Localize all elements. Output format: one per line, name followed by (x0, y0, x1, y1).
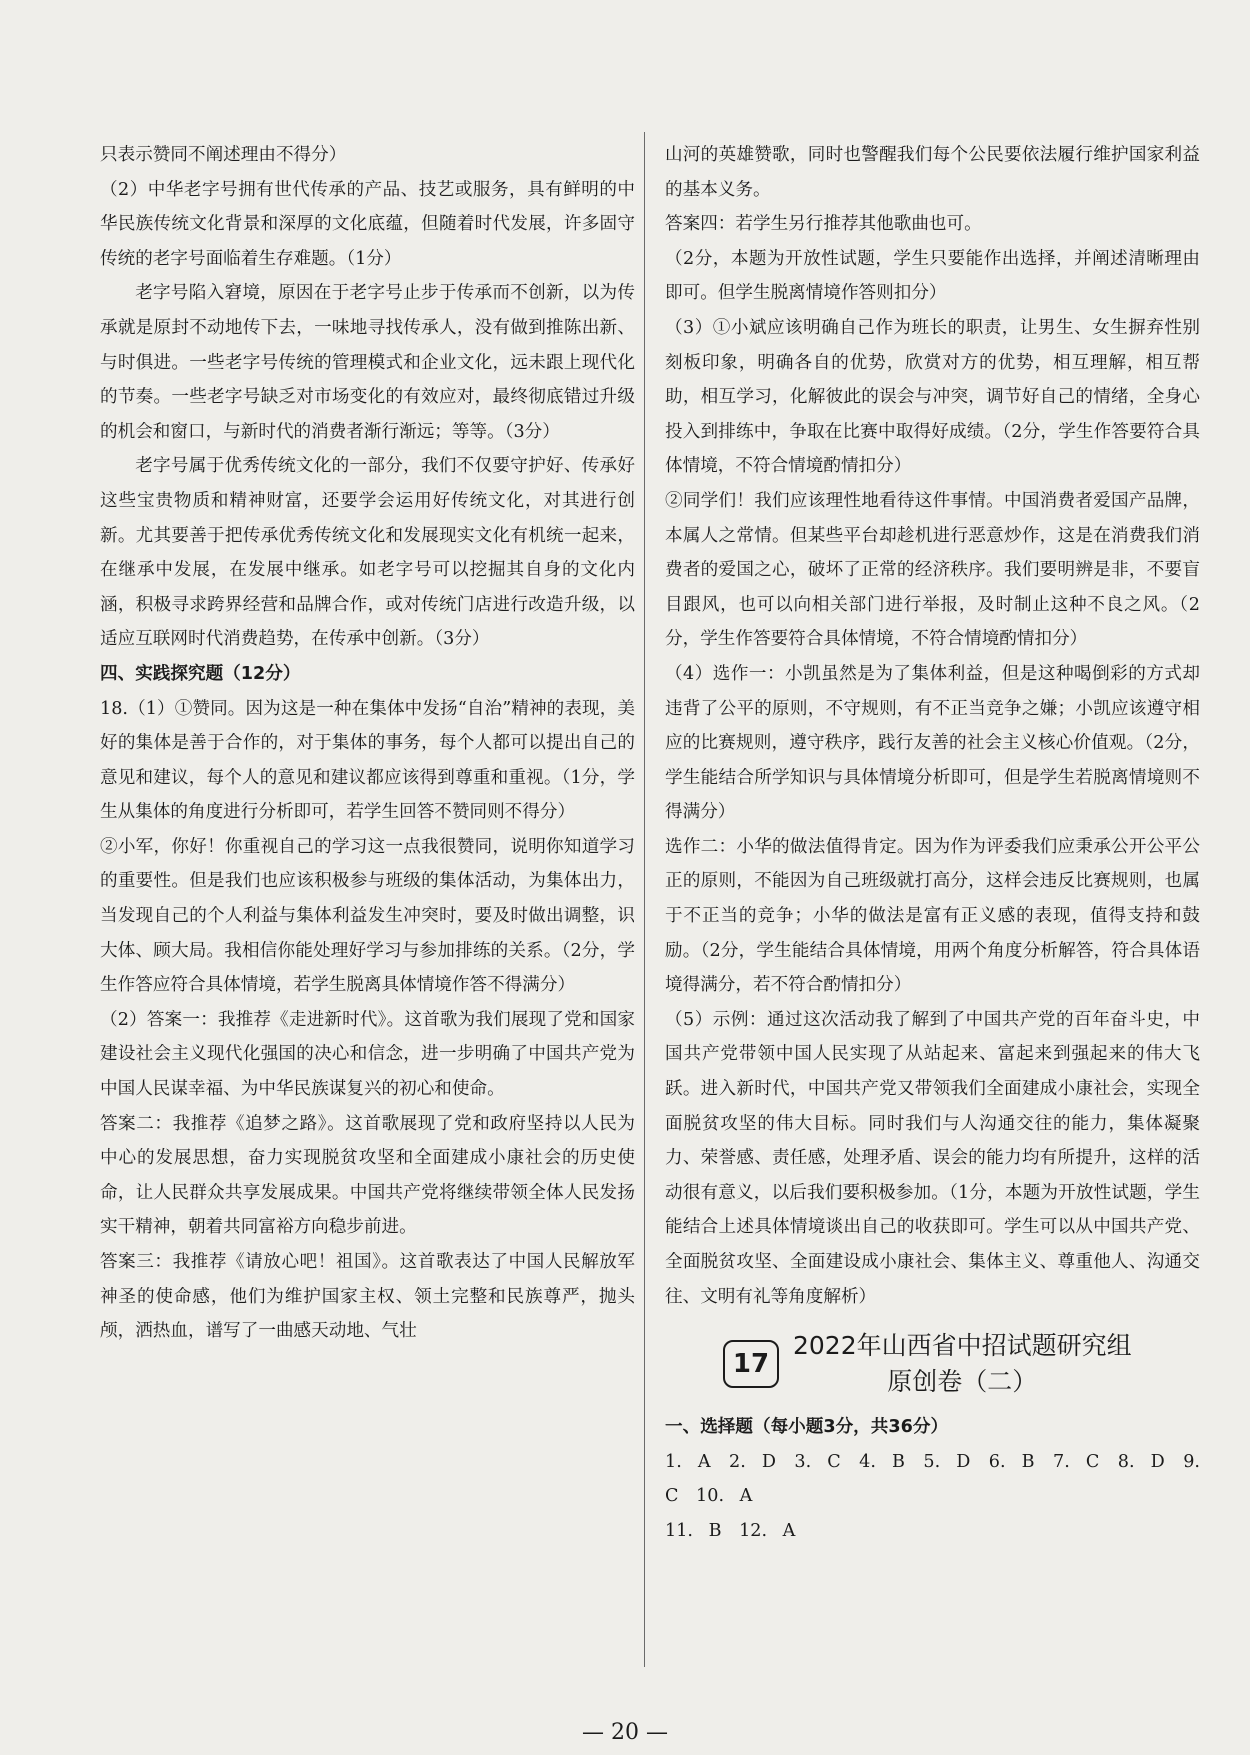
paragraph: （2）中华老字号拥有世代传承的产品、技艺或服务，具有鲜明的中华民族传统文化背景和深厚的文化底蕴，但随着时代发展，许多固守传统的老字号面临着生存难题。（1分） (100, 179, 635, 269)
paragraph: （2分，本题为开放性试题，学生只要能作出选择，并阐述清晰理由即可。但学生脱离情境作答则扣分） (665, 248, 1200, 304)
paragraph: （2）答案一：我推荐《走进新时代》。这首歌为我们展现了党和国家建设社会主义现代化强国的决心和信念，进一步明确了中国共产党为中国人民谋幸福、为中华民族谋复兴的初心和使命。 (100, 1009, 635, 1100)
page-number: — 20 — (582, 1720, 668, 1745)
answer-key-line: 1. A 2. D 3. C 4. B 5. D 6. B 7. C 8. D 9. C 10. A (665, 1451, 1200, 1507)
paragraph: （4）选作一：小凯虽然是为了集体利益，但是这种喝倒彩的方式却违背了公平的原则，不守规则，有不正当竞争之嫌；小凯应该遵守相应的比赛规则，遵守秩序，践行友善的社会主义核心价值观。（2分，学生能结合所学知识与具体情境分析即可，但是学生若脱离情境则不得满分） (665, 663, 1200, 823)
answer-key-line: 11. B 12. A (665, 1520, 796, 1541)
paragraph: ②小军，你好！你重视自己的学习这一点我很赞同，说明你知道学习的重要性。但是我们也应该积极参与班级的集体活动，为集体出力，当发现自己的个人利益与集体利益发生冲突时，要及时做出调整，识大体、顾大局。我相信你能处理好学习与参加排练的关系。（2分，学生作答应符合具体情境，若学生脱离具体情境作答不得满分） (100, 836, 635, 996)
exam-heading (665, 1328, 1200, 1400)
exam-title-line: 原创卷（二） (887, 1367, 1038, 1397)
paragraph: 选作二：小华的做法值得肯定。因为作为评委我们应秉承公开公平公正的原则，不能因为自己班级就打高分，这样会违反比赛规则，也属于不正当的竞争；小华的做法是富有正义感的表现，值得支持和鼓励。（2分，学生能结合具体情境，用两个角度分析解答，符合具体语境得满分，若不符合酌情扣分） (665, 836, 1200, 996)
column-divider (644, 132, 645, 1667)
paragraph: 山河的英雄赞歌，同时也警醒我们每个公民要依法履行维护国家利益的基本义务。 (665, 145, 1200, 200)
paragraph: ②同学们！我们应该理性地看待这件事情。中国消费者爱国产品牌，本属人之常情。但某些平台却趁机进行恶意炒作，这是在消费我们消费者的爱国之心，破坏了正常的经济秩序。我们要明辨是非，不要盲目跟风，也可以向相关部门进行举报，及时制止这种不良之风。（2分，学生作答要符合具体情境，不符合情境酌情扣分） (665, 490, 1200, 650)
exam-title-line: 2022年山西省中招试题研究组 (793, 1331, 1132, 1361)
section-heading: 一、选择题（每小题3分，共36分） (665, 1417, 949, 1438)
section-heading: 四、实践探究题（12分） (100, 663, 301, 684)
paragraph: 答案二：我推荐《追梦之路》。这首歌展现了党和政府坚持以人民为中心的发展思想，奋力实现脱贫攻坚和全面建成小康社会的历史使命，让人民群众共享发展成果。中国共产党将继续带领全体人民发扬实干精神，朝着共同富裕方向稳步前进。 (100, 1113, 635, 1238)
paragraph: （3）①小斌应该明确自己作为班长的职责，让男生、女生摒弃性别刻板印象，明确各自的优势，欣赏对方的优势，相互理解，相互帮助，相互学习，化解彼此的误会与冲突，调节好自己的情绪，全身心投入到排练中，争取在比赛中取得好成绩。（2分，学生作答要符合具体情境，不符合情境酌情扣分） (665, 317, 1200, 477)
paragraph: （5）示例：通过这次活动我了解到了中国共产党的百年奋斗史，中国共产党带领中国人民实现了从站起来、富起来到强起来的伟大飞跃。进入新时代，中国共产党又带领我们全面建成小康社会，实现全面脱贫攻坚的伟大目标。同时我们与人沟通交往的能力，集体凝聚力、荣誉感、责任感，处理矛盾、误会的能力均有所提升，这样的活动很有意义，以后我们要积极参加。（1分，本题为开放性试题，学生能结合上述具体情境谈出自己的收获即可。学生可以从中国共产党、全面脱贫攻坚、全面建设成小康社会、集体主义、尊重他人、沟通交往、文明有礼等角度解析） (665, 1009, 1200, 1307)
paragraph: 只表示赞同不阐述理由不得分） (100, 145, 347, 165)
paragraph: 答案四：若学生另行推荐其他歌曲也可。 (665, 214, 982, 235)
exam-number-badge: 17 (723, 1340, 779, 1388)
exam-title (793, 1328, 1132, 1400)
paragraph: 老字号属于优秀传统文化的一部分，我们不仅要守护好、传承好这些宝贵物质和精神财富，还要学会运用好传统文化，对其进行创新。尤其要善于把传承优秀传统文化和发展现实文化有机统一起来，在继承中发展，在发展中继承。如老字号可以挖掘其自身的文化内涵，积极寻求跨界经营和品牌合作，或对传统门店进行改造升级，以适应互联网时代消费趋势，在传承中创新。（3分） (100, 456, 635, 650)
right-column (665, 138, 1200, 1549)
paragraph: 老字号陷入窘境，原因在于老字号止步于传承而不创新，以为传承就是原封不动地传下去，一味地寻找传承人，没有做到推陈出新、与时俱进。一些老字号传统的管理模式和企业文化，远未跟上现代化的节奏。一些老字号缺乏对市场变化的有效应对，最终彻底错过升级的机会和窗口，与新时代的消费者渐行渐远；等等。（3分） (100, 283, 635, 442)
left-column (100, 138, 635, 1349)
paragraph: 答案三：我推荐《请放心吧！祖国》。这首歌表达了中国人民解放军神圣的使命感，他们为维护国家主权、领土完整和民族尊严，抛头颅，洒热血，谱写了一曲感天动地、气壮 (100, 1252, 635, 1342)
paragraph: 18.（1）①赞同。因为这是一种在集体中发扬“自治”精神的表现，美好的集体是善于合作的，对于集体的事务，每个人都可以提出自己的意见和建议，每个人的意见和建议都应该得到尊重和重视。（1分，学生从集体的角度进行分析即可，若学生回答不赞同则不得分） (100, 698, 635, 823)
